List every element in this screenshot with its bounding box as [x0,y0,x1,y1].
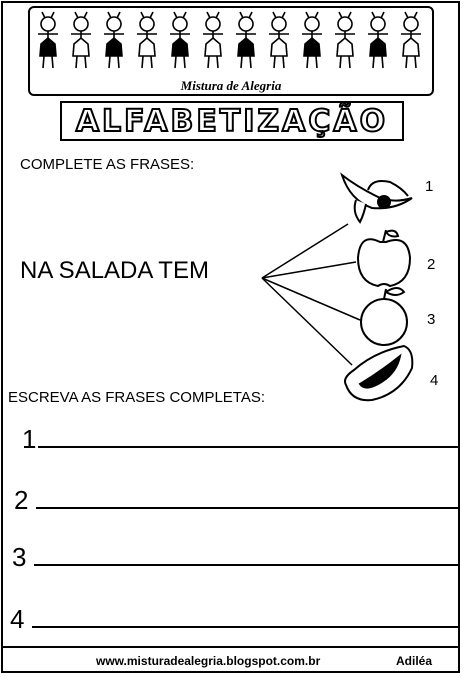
answer-number-4: 4 [10,604,25,634]
connector-line [262,224,348,278]
footer-url: www.misturadealegria.blogspot.com.br [96,654,321,668]
sentence-text: NA SALADA TEM [20,257,209,284]
orange-icon [361,288,407,345]
connector-line [262,278,352,365]
footer-author: Adiléa [396,654,433,668]
fruit-number-2: 2 [427,256,436,273]
answer-line[interactable] [38,446,458,448]
write-instruction-text: ESCREVA AS FRASES COMPLETAS: [8,389,266,406]
answer-number-1: 1 [22,424,37,454]
answer-number-2: 2 [14,485,29,515]
apple-icon [358,230,410,286]
footer-divider [1,646,460,648]
brand-name: Mistura de Alegria [180,78,282,93]
papaya-icon [345,346,412,400]
answer-line[interactable] [36,507,458,509]
instruction-text: COMPLETE AS FRASES: [20,156,195,173]
answer-number-3: 3 [12,542,27,572]
fruit-number-4: 4 [430,372,439,389]
banana-icon [342,175,412,222]
answer-line[interactable] [34,564,458,566]
connector-line [262,278,360,320]
fruit-number-1: 1 [425,178,434,195]
page-title: ALFABETIZAÇÃO [75,104,389,139]
fruit-number-3: 3 [427,311,436,328]
answer-line[interactable] [32,626,458,628]
